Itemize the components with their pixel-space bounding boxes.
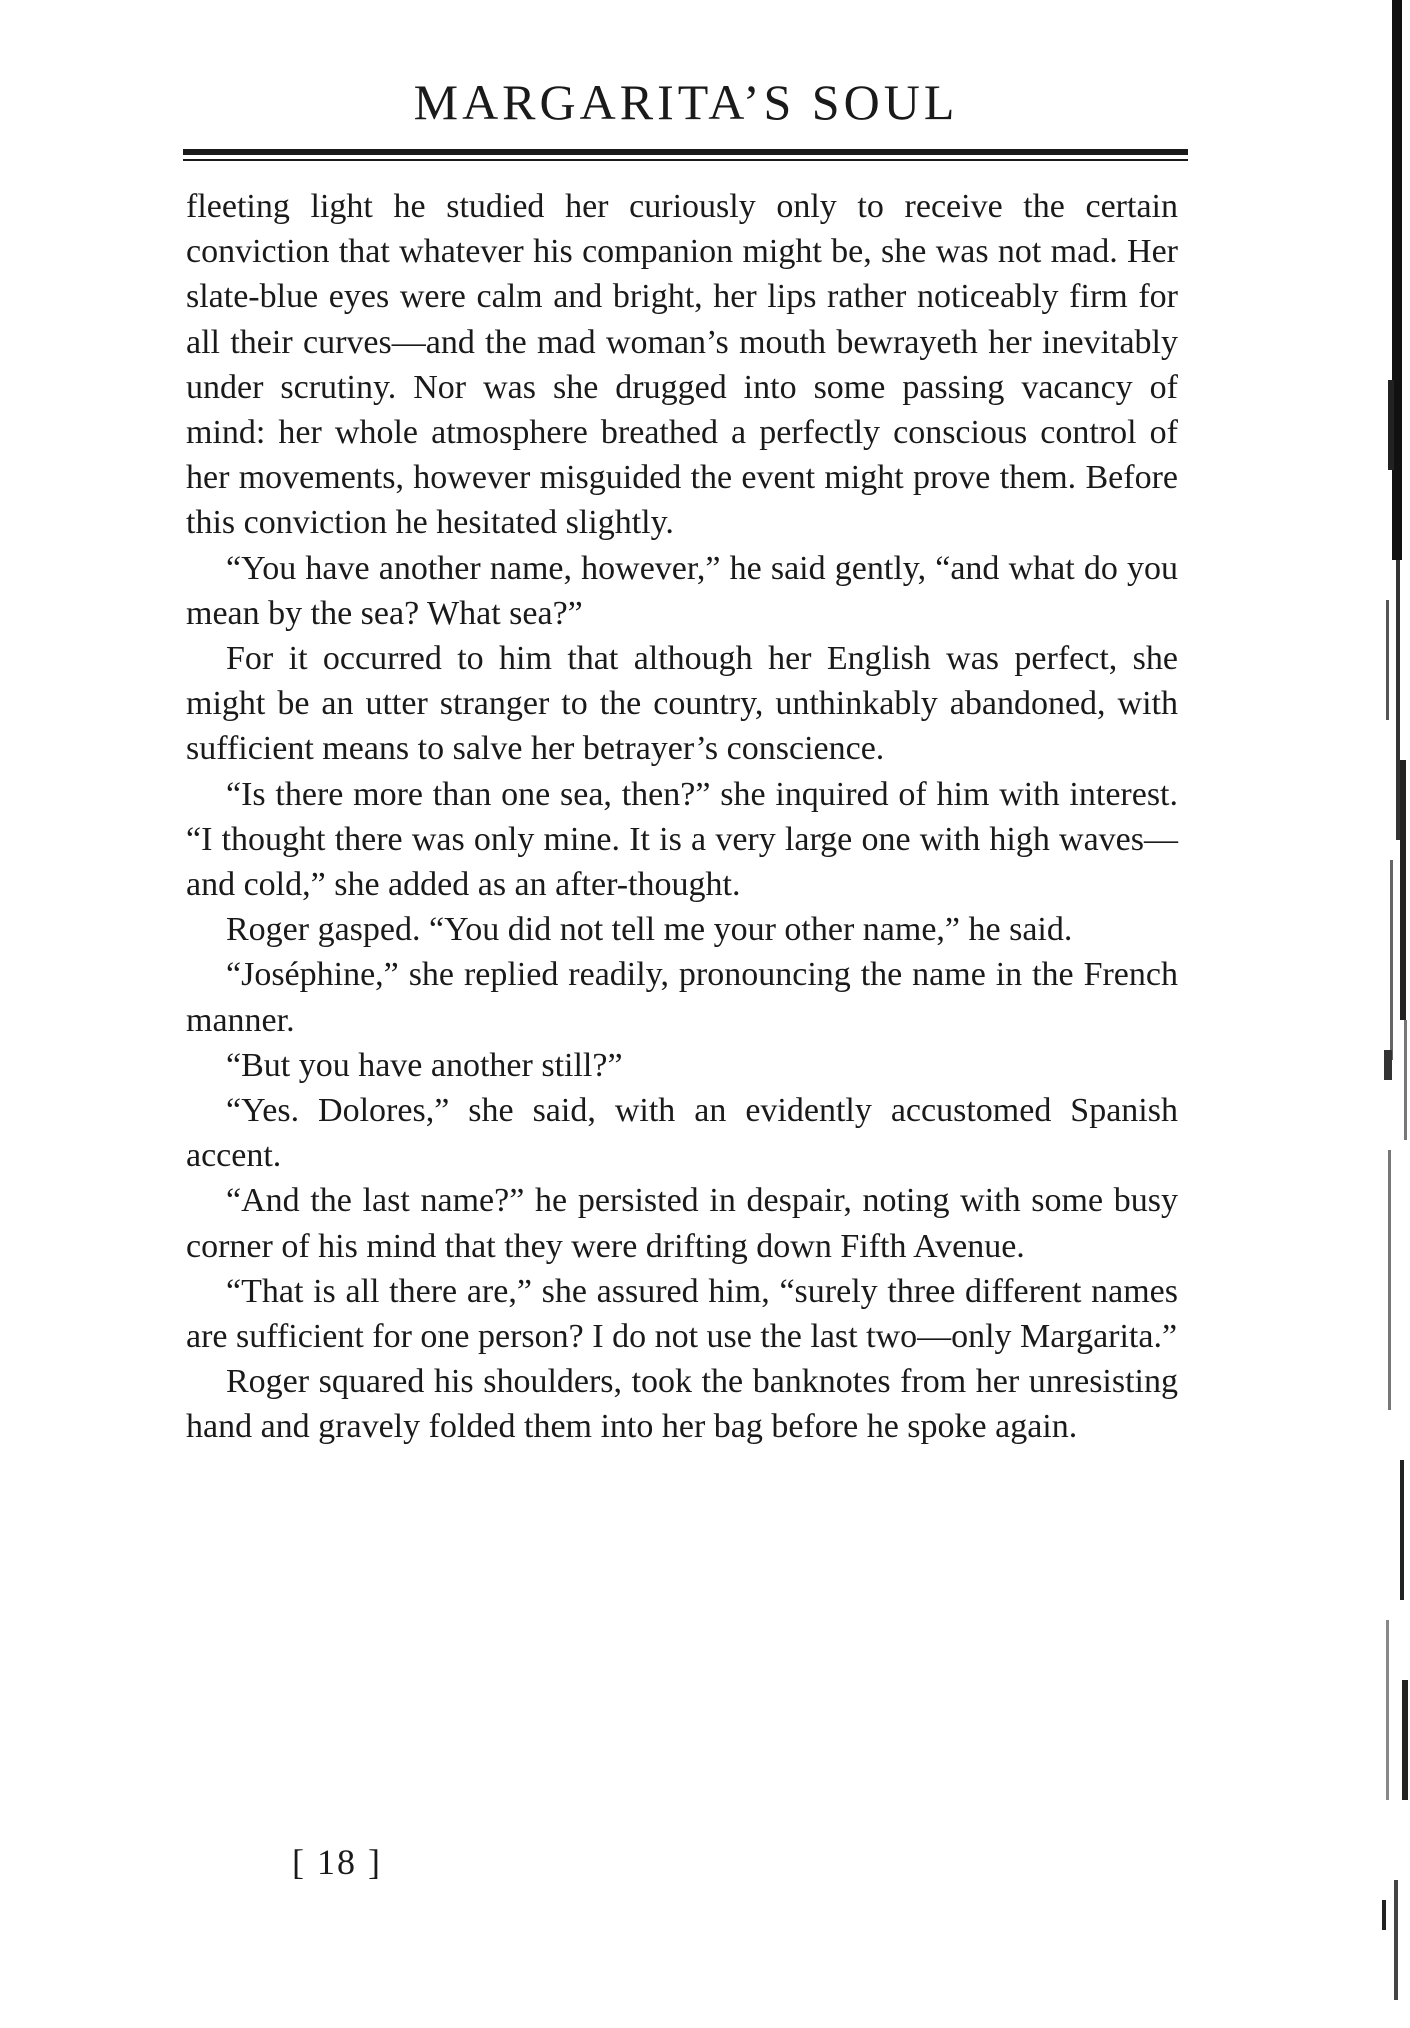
- paragraph: “Joséphine,” she replied readily, pronouncing the name in the French manner.: [186, 956, 1178, 1039]
- header-rule-thin: [183, 159, 1188, 161]
- body-text: [186, 184, 1178, 1450]
- paragraph: For it occurred to him that although her English was perfect, she might be an utter stranger to the country, unthinkably abandoned, with sufficient means to salve her betrayer’s conscience.: [186, 640, 1178, 768]
- paragraph: Roger squared his shoulders, took the banknotes from her unresisting hand and gravely folded them into her bag before he spoke again.: [186, 1363, 1178, 1446]
- header-rule-thick: [183, 149, 1188, 155]
- paragraph: Roger gasped. “You did not tell me your other name,” he said.: [226, 911, 1073, 949]
- paragraph: “Is there more than one sea, then?” she inquired of him with interest. “I thought there was only mine. It is a very large one with high waves—and cold,” she added as an after-thought.: [186, 775, 1178, 904]
- page-number: [ 18 ]: [292, 1842, 382, 1882]
- paragraph: “But you have another still?”: [226, 1046, 623, 1084]
- paragraph: “You have another name, however,” he said gently, “and what do you mean by the sea? What sea?”: [186, 549, 1178, 632]
- paragraph: fleeting light he studied her curiously only to receive the certain conviction that whatever his companion might be, she was not mad. Her slate-blue eyes were calm and bright, her lips rather noticeably firm for all their curves—and the mad woman’s mouth bewrayeth her inevitably under scrutiny. Nor was she drugged into some passing vacancy of mind: her whole atmosphere breathed a perfectly conscious control of her movements, however misguided the event might prove them. Before this conviction he hesitated slightly.: [186, 188, 1178, 542]
- binding-edge-shadow: [1342, 0, 1410, 2028]
- paragraph: “And the last name?” he persisted in despair, noting with some busy corner of his mind that they were drifting down Fifth Avenue.: [186, 1182, 1178, 1265]
- running-title: MARGARITA’S SOUL: [413, 74, 959, 130]
- paragraph: “Yes. Dolores,” she said, with an evidently accustomed Spanish accent.: [186, 1092, 1178, 1175]
- paragraph: “That is all there are,” she assured him, “surely three different names are sufficient for one person? I do not use the last two—only Margarita.”: [186, 1272, 1178, 1356]
